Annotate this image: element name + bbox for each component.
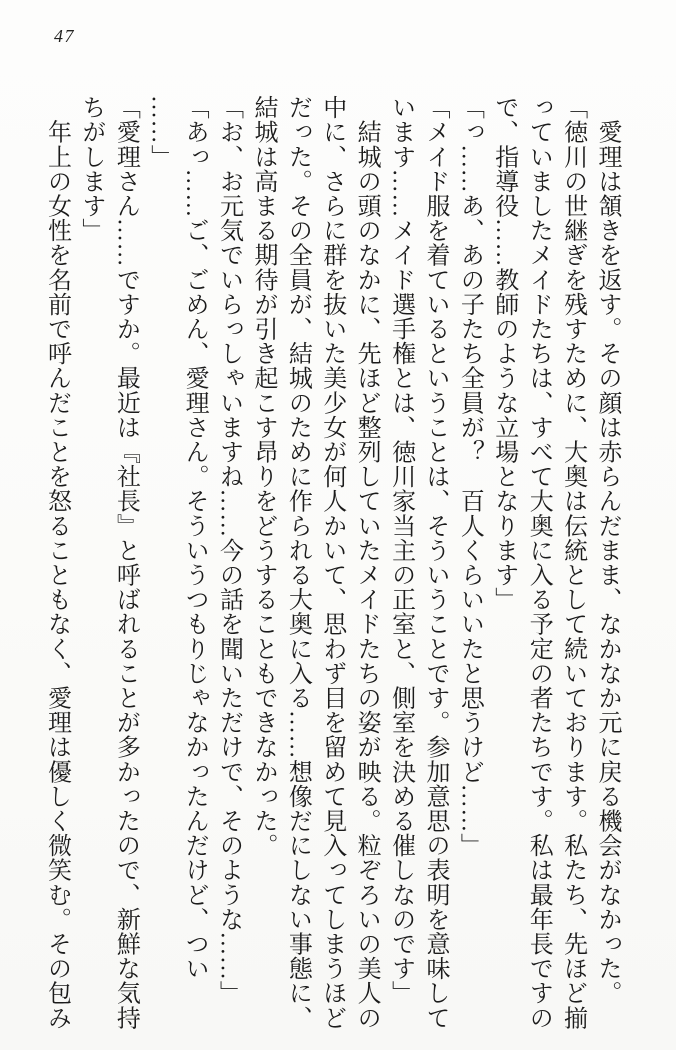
text-line: っていましたメイドたちは、すべて大奥に入る予定の者たちです。私は最年長ですの <box>525 95 552 1030</box>
text-line: 中に、さらに群を抜いた美少女が何人かいて、思わず目を留めて見入ってしまうほど <box>318 95 345 1030</box>
text-line: 「っ……あ、あの子たち全員が？ 百人くらいいたと思うけど……」 <box>456 95 483 858</box>
text-line: 結城は高まる期待が引き起こす昂りをどうすることもできなかった。 <box>249 95 276 858</box>
text-line: 愛理は頷きを返す。その顔は赤らんだまま、なかなか元に戻る機会がなかった。 <box>594 95 620 1006</box>
text-line: ちがします」 <box>77 95 104 243</box>
text-line: ……」 <box>146 95 173 169</box>
text-line: 「徳川の世継ぎを残すために、大奥は伝統として続いております。私たち、先ほど揃 <box>559 95 586 1030</box>
text-line: 年上の女性を名前で呼んだことを怒ることもなく、愛理は優しく微笑む。その包み <box>43 95 70 1030</box>
text-line: 「愛理さん……ですか。最近は『社長』と呼ばれることが多かったので、新鮮な気持 <box>112 95 139 1030</box>
text-line: だった。その全員が、結城のために作られる大奥に入る……想像だにしない事態に、 <box>284 95 311 1030</box>
text-line: で、指導役……教師のような立場となります」 <box>490 95 517 612</box>
text-line: 「あっ……ご、ごめん、愛理さん。そういうつもりじゃなかったんだけど、つい <box>181 95 208 981</box>
text-line: 「メイド服を着ているということは、そういうことです。参加意思の表明を意味して <box>421 95 448 1030</box>
text-line: 「お、お元気でいらっしゃいますね……今の話を聞いただけで、そのような……」 <box>215 95 242 1006</box>
page-number: 47 <box>54 26 75 46</box>
text-line: います……メイド選手権とは、徳川家当主の正室と、側室を決める催しなのです」 <box>387 95 414 1006</box>
text-line: 結城の頭のなかに、先ほど整列していたメイドたちの姿が映る。粒ぞろいの美人の <box>353 95 380 1030</box>
text-block <box>39 95 624 1040</box>
